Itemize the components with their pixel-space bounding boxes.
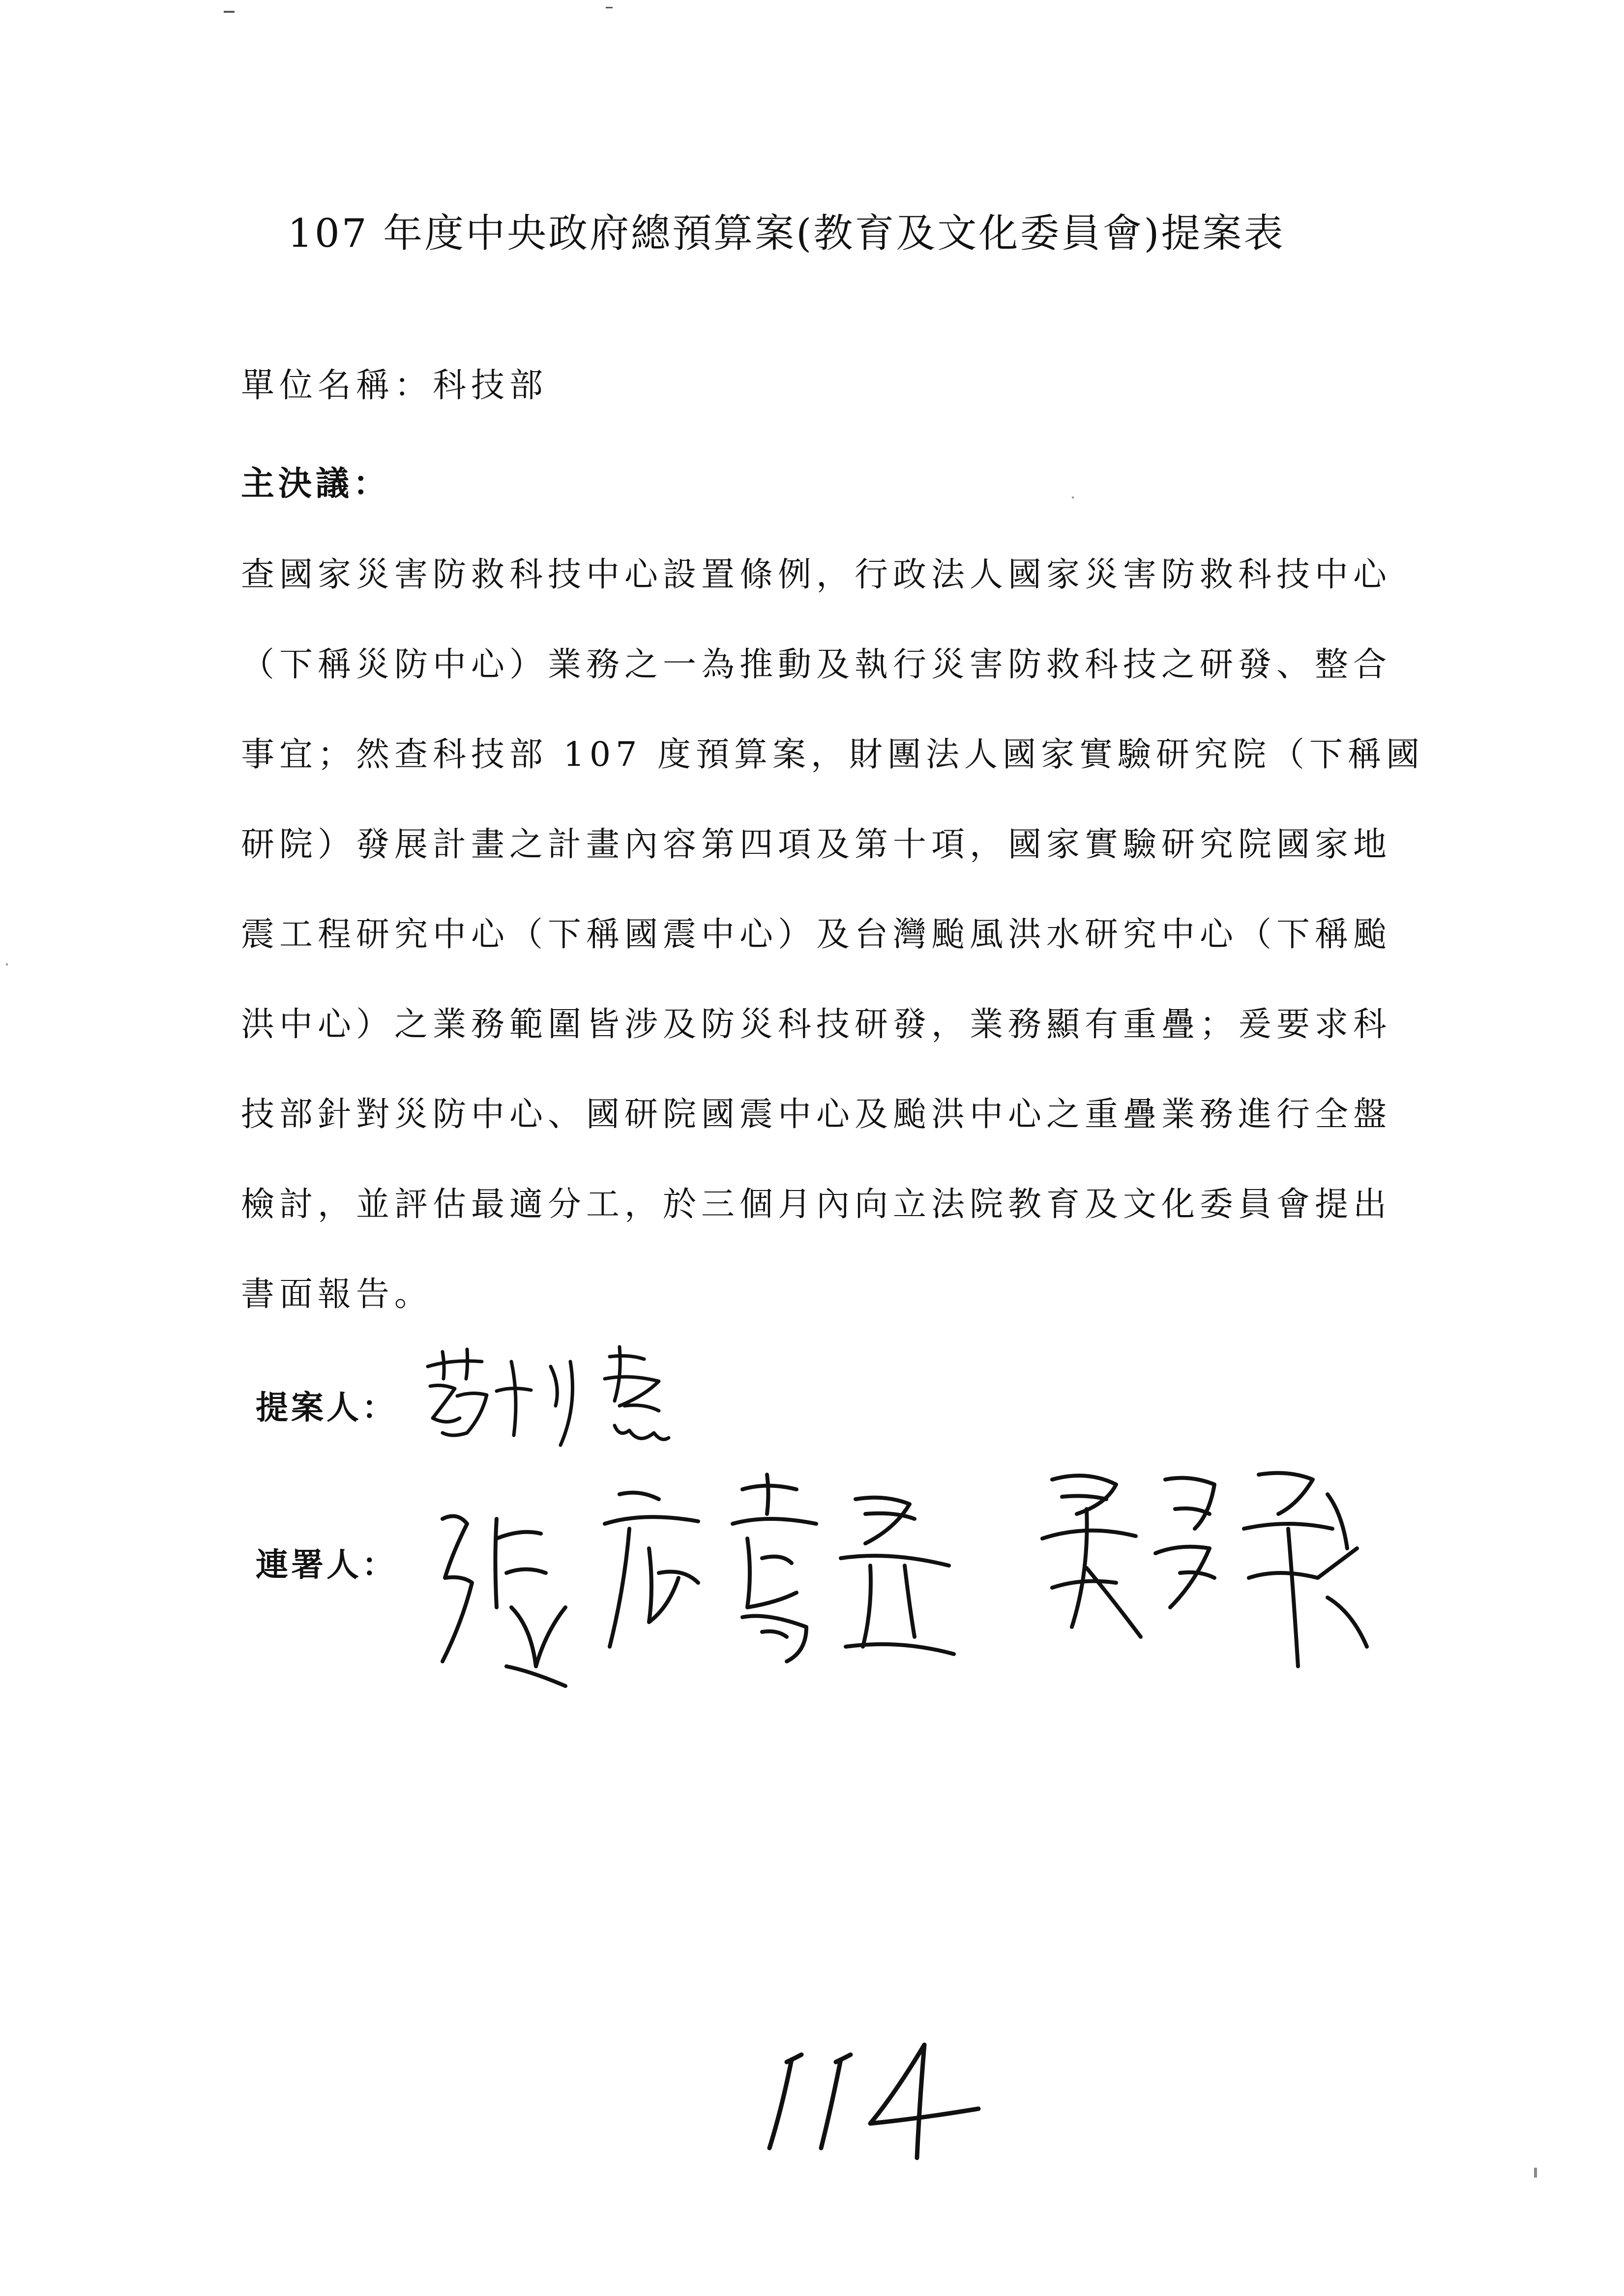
body-line: 震工程研究中心（下稱國震中心）及台灣颱風洪水研究中心（下稱颱 (241, 915, 1392, 954)
body-line: （下稱災防中心）業務之一為推動及執行災害防救科技之研發、整合 (241, 645, 1392, 684)
document-title: 107 年度中央政府總預算案(教育及文化委員會)提案表 (288, 210, 1285, 256)
body-line: 事宜；然查科技部 107 度預算案，財團法人國家實驗研究院（下稱國 (241, 735, 1425, 774)
body-line: 檢討，並評估最適分工，於三個月內向立法院教育及文化委員會提出 (241, 1185, 1392, 1224)
body-line: 技部針對災防中心、國研院國震中心及颱洪中心之重疊業務進行全盤 (241, 1095, 1392, 1134)
cosigner-signature-2 (1033, 1450, 1406, 1696)
resolution-body (241, 546, 1425, 1355)
unit-label: 單位名稱： (241, 366, 433, 405)
resolution-label: 主決議： (241, 465, 391, 503)
scan-mark (6, 963, 8, 965)
scan-mark (1072, 496, 1074, 498)
body-line: 洪中心）之業務範圍皆涉及防災科技研發，業務顯有重疊；爰要求科 (241, 1005, 1392, 1044)
cosigner-label: 連署人： (256, 1546, 397, 1584)
scan-mark (606, 7, 613, 8)
unit-line (241, 359, 548, 407)
page-number (747, 2025, 1003, 2173)
scan-mark (224, 11, 235, 13)
proposer-label: 提案人： (256, 1389, 397, 1426)
scan-mark (1534, 2168, 1537, 2178)
body-line: 書面報告。 (241, 1275, 433, 1314)
proposer-signature (413, 1332, 718, 1460)
unit-value: 科技部 (433, 366, 548, 405)
body-line: 研院）發展計畫之計畫內容第四項及第十項，國家實驗研究院國家地 (241, 825, 1392, 864)
cosigner-signature-1 (423, 1460, 1003, 1715)
body-line: 查國家災害防救科技中心設置條例，行政法人國家災害防救科技中心 (241, 555, 1392, 594)
